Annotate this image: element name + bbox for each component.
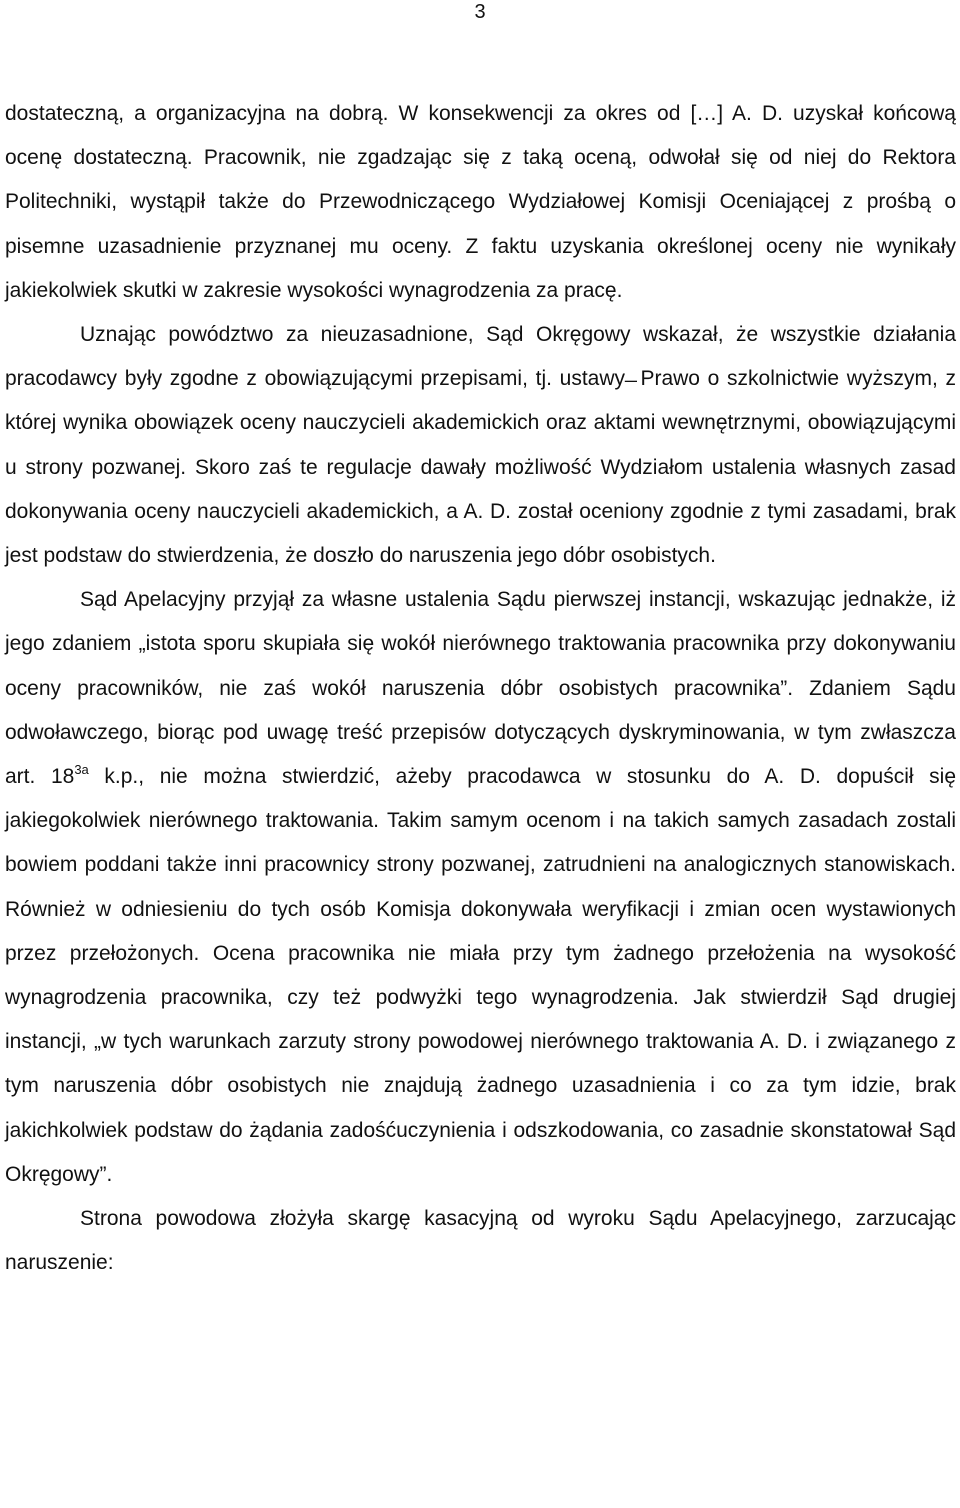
paragraph-1: dostateczną, a organizacyjna na dobrą. W konsekwencji za okres od […] A. D. uzyskał końcową ocenę dostateczną. Pracownik, nie zgadzając się z taką oceną, odwołał się od niej do Rektora Politechniki, wystąpił także do Przewodniczącego Wydziałowej Komisji Oceniającej z prośbą o pisemne uzasadnienie przyznanej mu oceny. Z faktu uzyskania określonej oceny nie wynikały jakiekolwiek skutki w zakresie wysokości wynagrodzenia za pracę. [5, 102, 956, 302]
paragraph-2: Uznając powództwo za nieuzasadnione, Sąd Okręgowy wskazał, że wszystkie działania pracodawcy były zgodne z obowiązującymi przepisami, tj. ustawy ̶ Prawo o szkolnictwie wyższym, z której wynika obowiązek oceny nauczycieli akademickich oraz aktami wewnętrznymi, obowiązującymi u strony pozwanej. Skoro zaś te regulacje dawały możliwość Wydziałom ustalenia własnych zasad dokonywania oceny nauczycieli akademickich, a A. D. został oceniony zgodnie z tymi zasadami, brak jest podstaw do stwierdzenia, że doszło do naruszenia jego dóbr osobistych. [5, 323, 956, 568]
article-superscript: 3a [74, 762, 89, 778]
page-number: 3 [474, 1, 486, 23]
paragraph-3-text-start: Sąd Apelacyjny przyjął za własne ustalenia Sądu pierwszej instancji, wskazując jednakże, iż jego zdaniem „istota sporu skupiała się wokół nierównego traktowania pracownika przy dokonywaniu oceny pracowników, nie zaś wokół naruszenia dóbr osobistych pracownika”. Zdaniem Sądu odwoławczego, biorąc pod uwagę treść przepisów dotyczących dyskryminowania, w tym zwłaszcza art. 18 [5, 588, 956, 789]
paragraph-3 [5, 578, 956, 1197]
paragraph-3-text-end: k.p., nie można stwierdzić, ażeby pracodawca w stosunku do A. D. dopuścił się jakiegokolwiek nierównego traktowania. Takim samym ocenom i na takich samych zasadach zostali bowiem poddani także inni pracownicy strony pozwanej, zatrudnieni na analogicznych stanowiskach. Również w odniesieniu do tych osób Komisja dokonywała weryfikacji i zmian ocen wystawionych przez przełożonych. Ocena pracownika nie miała przy tym żadnego przełożenia na wysokość wynagrodzenia pracownika, czy też podwyżki tego wynagrodzenia. Jak stwierdził Sąd drugiej instancji, „w tych warunkach zarzuty strony powodowej nierównego traktowania A. D. i związanego z tym naruszenia dóbr osobistych nie znajdują żadnego uzasadnienia i co za tym idzie, brak jakichkolwiek podstaw do żądania zadośćuczynienia i odszkodowania, co zasadnie skonstatował Sąd Okręgowy”. [5, 765, 956, 1186]
paragraph-4: Strona powodowa złożyła skargę kasacyjną od wyroku Sądu Apelacyjnego, zarzucając naruszenie: [5, 1207, 956, 1275]
document-body [5, 92, 956, 1285]
